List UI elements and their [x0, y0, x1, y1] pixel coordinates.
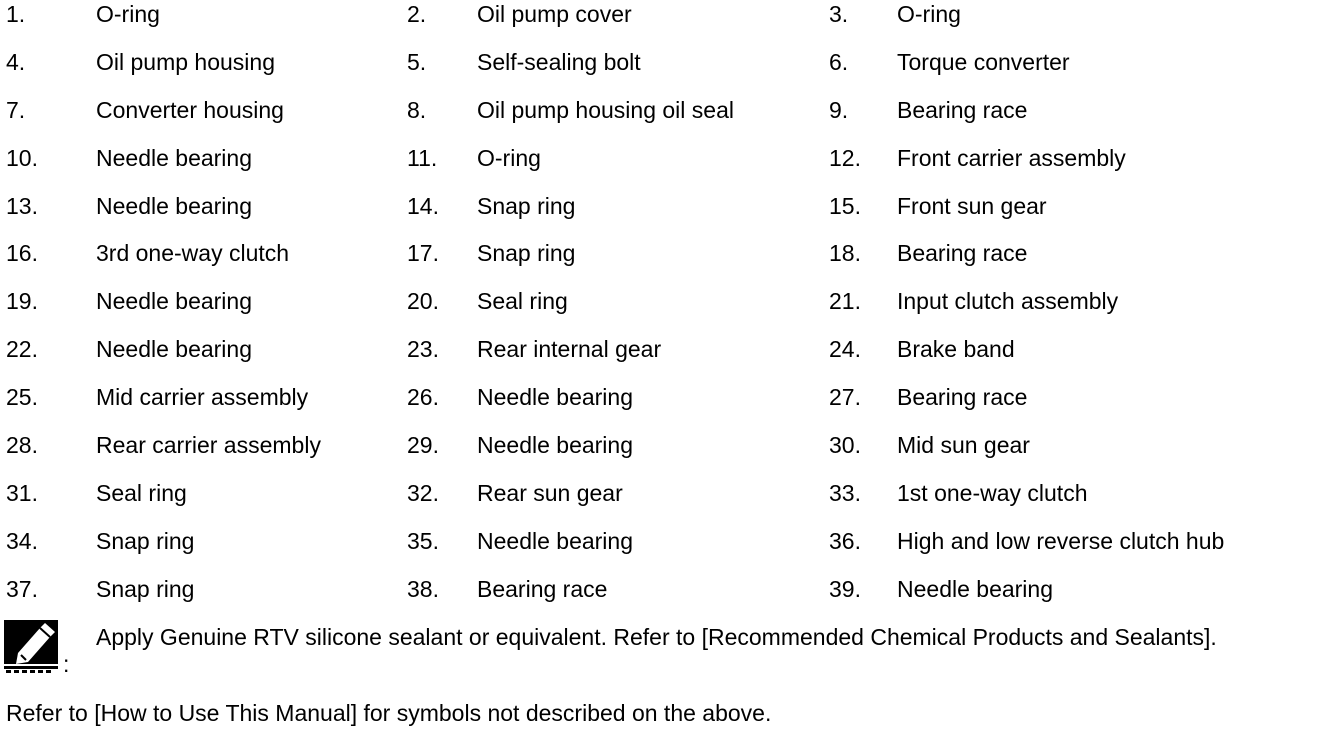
item-name: Needle bearing	[96, 288, 253, 315]
item-name: Bearing race	[477, 575, 608, 602]
item-name: Mid sun gear	[897, 432, 1030, 459]
item-name: Converter housing	[96, 96, 284, 123]
item-number: 26.	[407, 384, 439, 411]
item-number: 21.	[829, 288, 861, 315]
item-number: 33.	[829, 479, 861, 506]
legend-row	[0, 192, 1328, 240]
item-number: 30.	[829, 432, 861, 459]
legend-row	[0, 96, 1328, 144]
legend-row	[0, 431, 1328, 479]
legend-row	[0, 48, 1328, 96]
item-number: 35.	[407, 527, 439, 554]
item-number: 10.	[6, 144, 38, 171]
legend-row	[0, 335, 1328, 383]
sealant-instruction-text: Apply Genuine RTV silicone sealant or equivalent. Refer to [Recommended Chemical Products and Sealants].	[96, 624, 1217, 650]
item-number: 38.	[407, 575, 439, 602]
item-number: 9.	[829, 96, 849, 123]
item-name: Bearing race	[897, 384, 1028, 411]
item-name: 1st one-way clutch	[897, 479, 1088, 506]
item-number: 12.	[829, 144, 861, 171]
legend-row	[0, 383, 1328, 431]
item-name: Snap ring	[477, 192, 576, 219]
item-name: Needle bearing	[96, 144, 253, 171]
legend-row	[0, 527, 1328, 575]
item-name: Needle bearing	[897, 575, 1054, 602]
item-name: 3rd one-way clutch	[96, 240, 290, 267]
item-name: Self-sealing bolt	[477, 48, 641, 75]
legend-row	[0, 575, 1328, 623]
item-number: 13.	[6, 192, 38, 219]
item-number: 31.	[6, 479, 38, 506]
legend-row	[0, 287, 1328, 335]
legend-row	[0, 479, 1328, 527]
item-number: 2.	[407, 1, 427, 27]
item-name: Front sun gear	[897, 192, 1047, 219]
item-name: Rear internal gear	[477, 336, 662, 363]
item-number: 18.	[829, 240, 861, 267]
item-number: 36.	[829, 527, 861, 554]
item-name: O-ring	[96, 1, 160, 27]
item-name: Rear carrier assembly	[96, 432, 321, 459]
legend-row	[0, 0, 1328, 48]
item-number: 16.	[6, 240, 38, 267]
item-name: O-ring	[477, 144, 541, 171]
item-number: 34.	[6, 527, 38, 554]
item-number: 8.	[407, 96, 427, 123]
item-name: Input clutch assembly	[897, 288, 1119, 315]
item-name: Front carrier assembly	[897, 144, 1126, 171]
item-number: 11.	[407, 144, 438, 171]
item-number: 27.	[829, 384, 861, 411]
item-number: 20.	[407, 288, 439, 315]
item-number: 17.	[407, 240, 439, 267]
item-name: Needle bearing	[477, 432, 634, 459]
legend-row	[0, 144, 1328, 192]
item-name: Oil pump housing	[96, 48, 275, 75]
item-name: Snap ring	[477, 240, 576, 267]
item-number: 25.	[6, 384, 38, 411]
item-number: 14.	[407, 192, 439, 219]
item-name: Brake band	[897, 336, 1015, 363]
item-number: 37.	[6, 575, 38, 602]
item-name: Oil pump housing oil seal	[477, 96, 734, 123]
item-name: Snap ring	[96, 575, 195, 602]
item-name: Needle bearing	[96, 192, 253, 219]
item-name: Torque converter	[897, 48, 1070, 75]
item-name: Mid carrier assembly	[96, 384, 309, 411]
item-name: High and low reverse clutch hub	[897, 527, 1225, 554]
item-name: Oil pump cover	[477, 1, 632, 27]
sealant-note	[0, 620, 1328, 676]
sealant-applicator-icon	[4, 620, 58, 674]
item-name: Needle bearing	[96, 336, 253, 363]
item-number: 1.	[6, 1, 26, 27]
sealant-colon: :	[63, 651, 70, 677]
item-name: Needle bearing	[477, 384, 634, 411]
item-name: Seal ring	[96, 479, 187, 506]
item-number: 4.	[6, 48, 26, 75]
item-number: 28.	[6, 432, 38, 459]
item-number: 5.	[407, 48, 427, 75]
item-name: Needle bearing	[477, 527, 634, 554]
item-number: 29.	[407, 432, 439, 459]
item-name: Bearing race	[897, 240, 1028, 267]
legend-row	[0, 239, 1328, 287]
item-number: 23.	[407, 336, 439, 363]
item-number: 24.	[829, 336, 861, 363]
item-number: 7.	[6, 96, 26, 123]
item-name: Rear sun gear	[477, 479, 623, 506]
item-number: 32.	[407, 479, 439, 506]
item-name: O-ring	[897, 1, 961, 27]
footer-note: Refer to [How to Use This Manual] for symbols not described on the above.	[6, 700, 772, 726]
item-name: Bearing race	[897, 96, 1028, 123]
item-number: 15.	[829, 192, 861, 219]
item-number: 39.	[829, 575, 861, 602]
item-number: 19.	[6, 288, 38, 315]
item-number: 22.	[6, 336, 38, 363]
item-name: Snap ring	[96, 527, 195, 554]
item-name: Seal ring	[477, 288, 568, 315]
item-number: 6.	[829, 48, 849, 75]
item-number: 3.	[829, 1, 849, 27]
